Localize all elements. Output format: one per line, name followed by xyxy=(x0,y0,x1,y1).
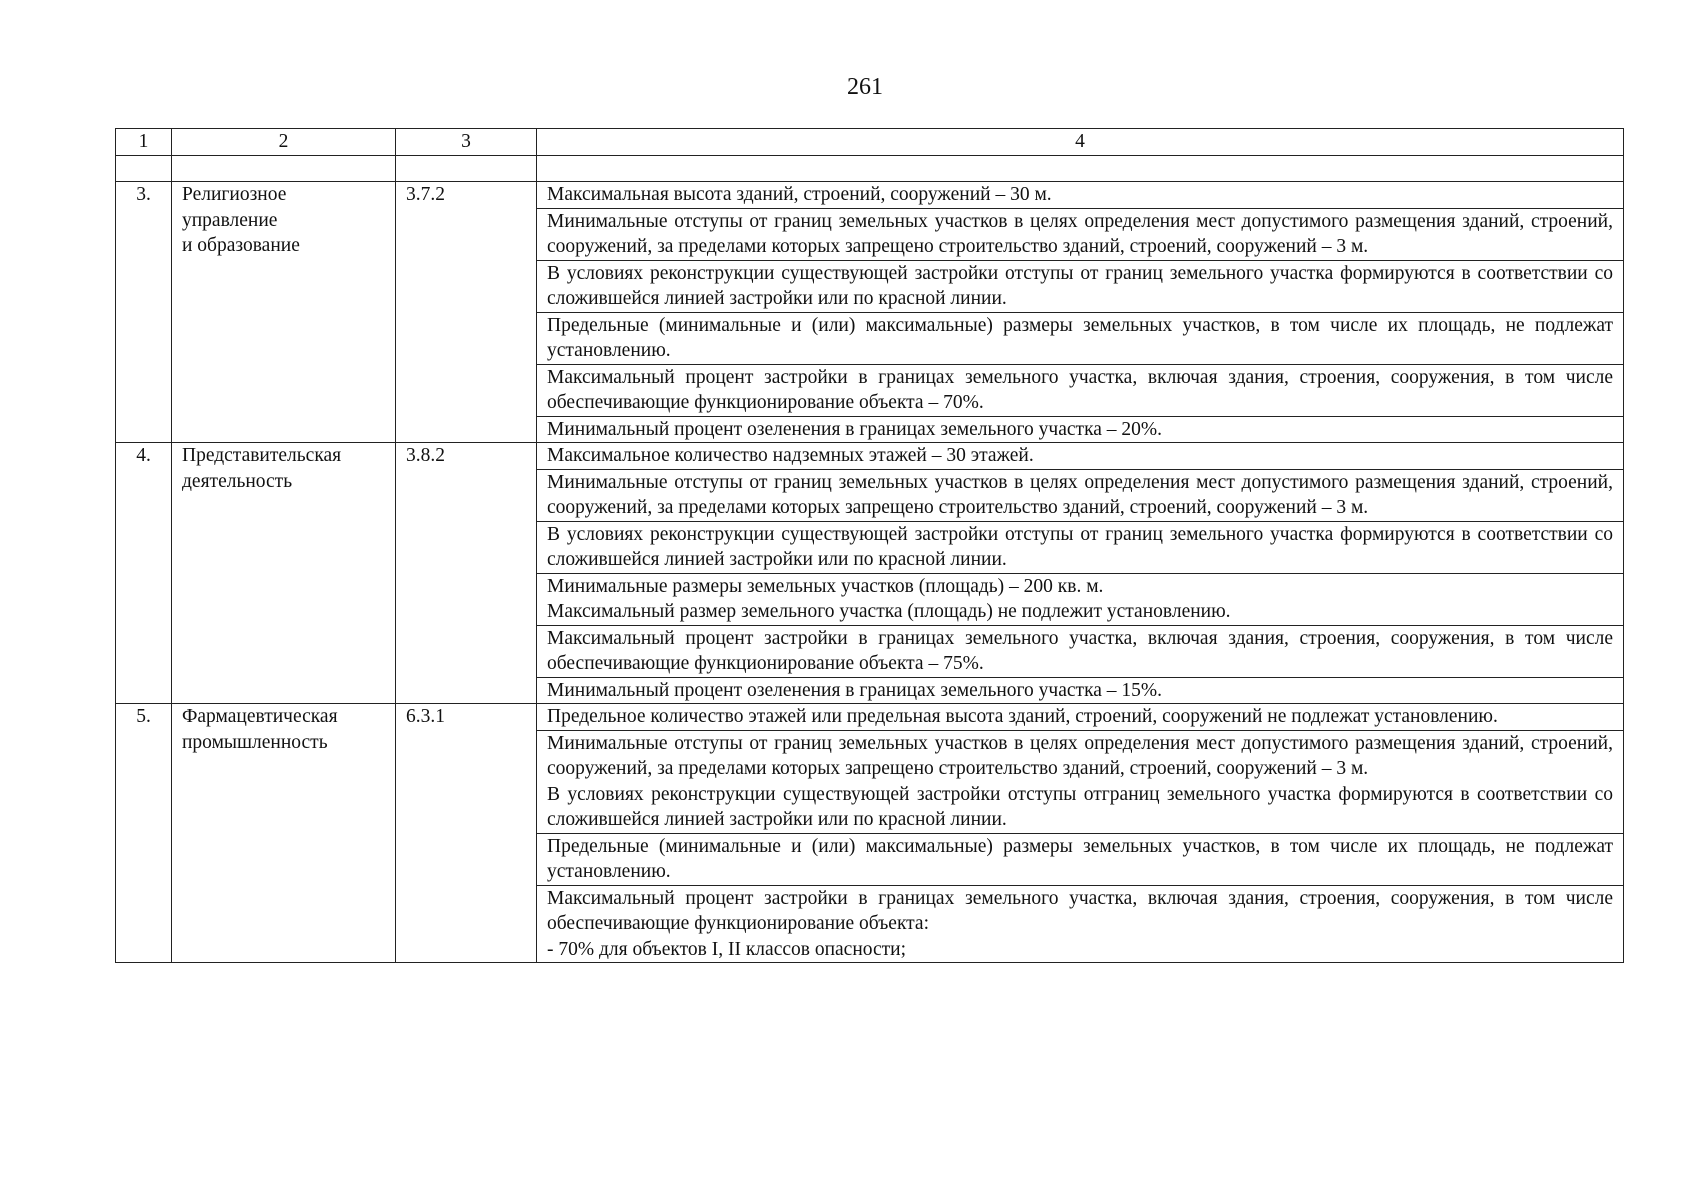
parameter-text: Минимальные отступы от границ земельных участков в целях определения мест допустимого размещения зданий, строений, сооружений, за пределами которых запрещено строительство зданий, строений, сооружений – 3 м. xyxy=(547,471,1613,518)
parameter-text: В условиях реконструкции существующей застройки отступы от границ земельного участка формируются в соответствии со сложившейся линией застройки или по красной линии. xyxy=(547,262,1613,309)
blank-cell xyxy=(116,156,172,182)
parameter-cell xyxy=(537,625,1624,677)
parameter-text: Минимальный процент озеленения в границах земельного участка – 20%. xyxy=(547,418,1163,440)
parameter-text: Минимальные отступы от границ земельных участков в целях определения мест допустимого размещения зданий, строений, сооружений, за пределами которых запрещено строительство зданий, строений, сооружений – 3 м. xyxy=(547,210,1613,257)
parameter-cell xyxy=(537,182,1624,209)
parameter-text: Предельные (минимальные и (или) максимальные) размеры земельных участков, в том числе их площадь, не подлежат установлению. xyxy=(547,835,1613,882)
parameter-cell xyxy=(537,833,1624,885)
parameter-text: Предельное количество этажей или предельная высота зданий, строений, сооружений не подлежат установлению. xyxy=(547,706,1498,727)
use-type-name xyxy=(172,443,396,704)
item-number: 5. xyxy=(116,704,172,963)
item-number: 4. xyxy=(116,443,172,704)
item-number: 3. xyxy=(116,182,172,443)
parameter-text: Максимальный размер земельного участка (площадь) не подлежит установлению. xyxy=(547,601,1231,622)
blank-cell xyxy=(172,156,396,182)
blank-row xyxy=(116,156,1624,182)
blank-cell xyxy=(537,156,1624,182)
use-type-name-line: Фармацевтическая xyxy=(182,706,338,727)
table-row xyxy=(116,443,1624,470)
parameter-text: Минимальные отступы от границ земельных участков в целях определения мест допустимого размещения зданий, строений, сооружений, за пределами которых запрещено строительство зданий, строений, сооружений – 3 м. xyxy=(547,732,1613,779)
use-type-code: 3.8.2 xyxy=(396,443,537,704)
use-type-name-line: деятельность xyxy=(182,470,293,492)
parameter-text: Минимальный процент озеленения в границах земельного участка – 15%. xyxy=(547,679,1163,701)
parameter-cell xyxy=(537,312,1624,364)
column-number-1: 1 xyxy=(116,129,172,156)
parameter-text: В условиях реконструкции существующей застройки отступы отграниц земельного участка формируются в соответствии со сложившейся линией застройки или по красной линии. xyxy=(547,783,1613,830)
use-type-name-line: управление xyxy=(182,209,278,231)
parameter-text: - 70% для объектов I, II классов опасности; xyxy=(547,938,907,960)
parameter-text: Предельные (минимальные и (или) максимальные) размеры земельных участков, в том числе их площадь, не подлежат установлению. xyxy=(547,314,1613,361)
parameter-cell xyxy=(537,573,1624,625)
parameter-text: Максимальный процент застройки в границах земельного участка, включая здания, строения, сооружения, в том числе обеспечивающие функционирование объекта – 70%. xyxy=(547,366,1613,413)
parameter-text: Максимальный процент застройки в границах земельного участка, включая здания, строения, сооружения, в том числе обеспечивающие функционирование объекта – 75%. xyxy=(547,627,1613,674)
table-row xyxy=(116,182,1624,209)
parameter-cell xyxy=(537,521,1624,573)
parameter-text: Минимальные размеры земельных участков (площадь) – 200 кв. м. xyxy=(547,575,1104,597)
column-number-4: 4 xyxy=(537,129,1624,156)
column-number-3: 3 xyxy=(396,129,537,156)
table-row xyxy=(116,704,1624,731)
use-type-name-line: промышленность xyxy=(182,731,328,753)
use-type-name-line: Религиозное xyxy=(182,184,287,205)
parameter-cell xyxy=(537,364,1624,416)
use-type-name xyxy=(172,704,396,963)
column-number-row xyxy=(116,129,1624,156)
parameter-cell xyxy=(537,885,1624,963)
parameter-text: Максимальный процент застройки в границах земельного участка, включая здания, строения, сооружения, в том числе обеспечивающие функционирование объекта: xyxy=(547,887,1613,934)
page-number: 261 xyxy=(847,74,883,100)
table-body xyxy=(116,129,1624,963)
parameter-cell xyxy=(537,677,1624,704)
use-type-name-line: и образование xyxy=(182,235,300,256)
parameter-cell xyxy=(537,416,1624,443)
parameter-text: В условиях реконструкции существующей застройки отступы от границ земельного участка формируются в соответствии со сложившейся линией застройки или по красной линии. xyxy=(547,523,1613,570)
use-type-name xyxy=(172,182,396,443)
parameter-cell xyxy=(537,730,1624,833)
regulations-table xyxy=(115,128,1624,963)
column-number-2: 2 xyxy=(172,129,396,156)
use-type-code: 6.3.1 xyxy=(396,704,537,963)
parameter-cell xyxy=(537,443,1624,470)
use-type-name-line: Представительская xyxy=(182,445,342,466)
use-type-code: 3.7.2 xyxy=(396,182,537,443)
parameter-cell xyxy=(537,260,1624,312)
blank-cell xyxy=(396,156,537,182)
parameter-cell xyxy=(537,208,1624,260)
parameter-cell xyxy=(537,469,1624,521)
parameter-cell xyxy=(537,704,1624,731)
parameter-text: Максимальная высота зданий, строений, сооружений – 30 м. xyxy=(547,184,1052,205)
parameter-text: Максимальное количество надземных этажей – 30 этажей. xyxy=(547,445,1034,466)
